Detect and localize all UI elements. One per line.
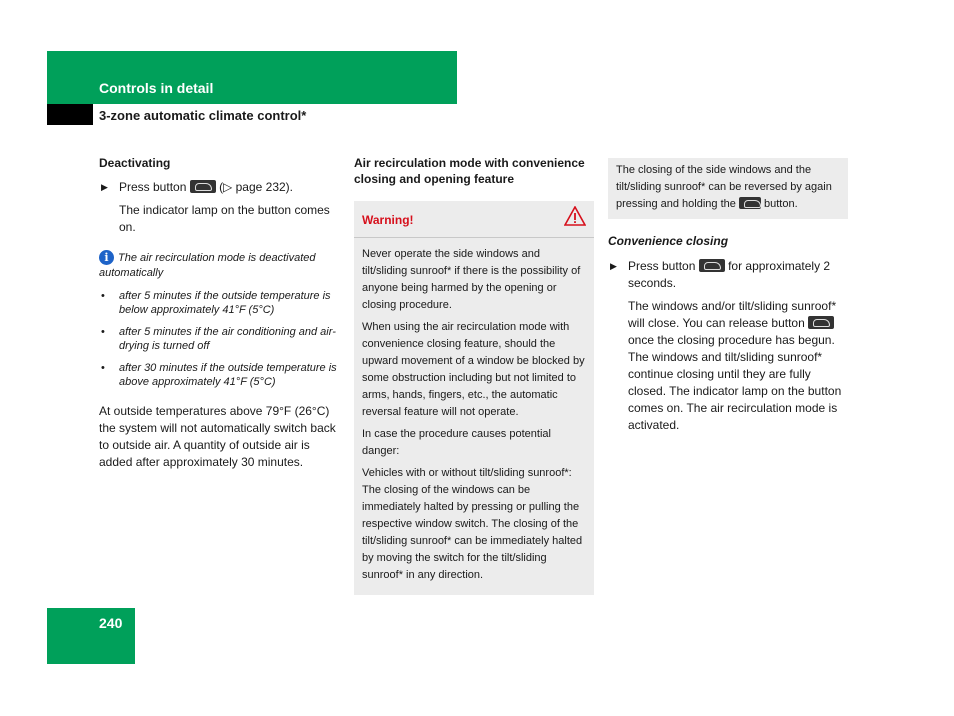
info-icon: i (99, 250, 114, 265)
column-middle (354, 155, 594, 595)
list-item: • after 5 minutes if the outside temperature is below approximately 41°F (5°C) (101, 290, 331, 316)
reversal-note: The closing of the side windows and the tilt/sliding sunroof* can be reversed by again pressing and holding the button. (608, 158, 848, 219)
triangle-right-icon: ▶ (610, 261, 617, 271)
step-result: The indicator lamp on the button comes on. (119, 203, 330, 234)
car-recirculation-icon (190, 180, 216, 193)
section-title: Controls in detail (99, 80, 214, 96)
subsection-title: 3-zone automatic climate control* (99, 108, 307, 123)
convenience-closing-heading: Convenience closing (608, 234, 729, 248)
warning-triangle-icon (564, 206, 586, 231)
recirculation-heading: Air recirculation mode with convenience closing and opening feature (354, 156, 585, 186)
list-item: • after 30 minutes if the outside temperature is above approximately 41°F (5°C) (101, 362, 337, 388)
column-left (99, 155, 339, 471)
warning-paragraph: When using the air recirculation mode with convenience closing feature, should the upward movement of a window be blocked by some obstruction including but not limited to arms, hands, fingers, etc., the automatic reversal feature will not operate. (362, 321, 585, 418)
header-bar (47, 51, 457, 104)
warning-body (354, 238, 594, 584)
header-marker (47, 104, 93, 125)
step-press-button: ▶ Press button (▷ page 232). (101, 180, 294, 194)
column-right (608, 158, 848, 434)
outside-temp-paragraph: At outside temperatures above 79°F (26°C) the system will not automatically switch back to outside air. A quantity of outside air is added after approximately 30 minutes. (99, 404, 336, 469)
warning-paragraph: Vehicles with or without tilt/sliding sunroof*: The closing of the windows can be immediately halted by pressing or pulling the respective window switch. The closing of the tilt/sliding sunroof* can be immediately halted by moving the switch for the tilt/sliding sunroof* in any direction. (362, 467, 583, 581)
warning-paragraph: Never operate the side windows and tilt/sliding sunroof* if there is the possibility of anyone being harmed by the opening or closing procedure. (362, 248, 581, 311)
warning-paragraph: In case the procedure causes potential danger: (362, 428, 551, 457)
triangle-right-icon: ▶ (101, 182, 108, 192)
car-recirculation-icon (739, 197, 761, 209)
list-item: • after 5 minutes if the air conditioning and air-drying is turned off (101, 326, 336, 352)
info-note: i The air recirculation mode is deactivated automatically (99, 251, 316, 279)
step-result: The windows and/or tilt/sliding sunroof* will close. You can release button once the closing procedure has begun. The windows and tilt/sliding sunroof* continue closing until they are fully closed. The indicator lamp on the button comes on. The air recirculation mode is activated. (628, 299, 842, 432)
car-recirculation-icon (699, 259, 725, 272)
car-recirculation-icon (808, 316, 834, 329)
warning-box (354, 201, 594, 595)
step-press-button: ▶ Press button for approximately 2 seconds. (610, 259, 831, 290)
warning-header (354, 201, 594, 238)
warning-title: Warning! (362, 213, 414, 227)
page-number: 240 (99, 615, 123, 631)
deactivating-heading: Deactivating (99, 156, 171, 170)
